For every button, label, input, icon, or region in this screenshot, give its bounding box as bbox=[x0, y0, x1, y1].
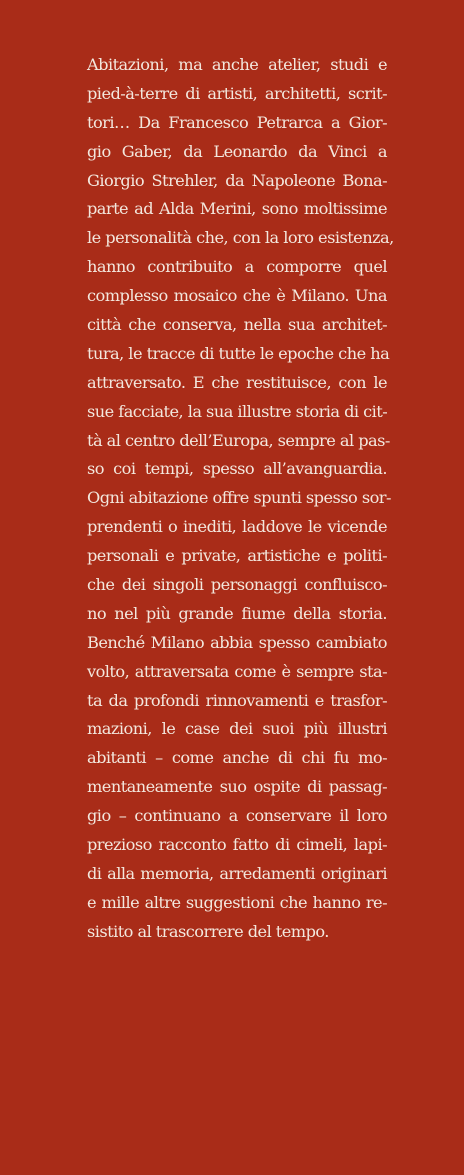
blurb-line: mentaneamente suo ospite di passag- bbox=[87, 777, 387, 797]
blurb-line: abitanti – come anche di chi fu mo- bbox=[87, 748, 387, 768]
blurb-line: so coi tempi, spesso all’avanguardia. bbox=[87, 459, 387, 479]
blurb-line: sistito al trascorrere del tempo. bbox=[87, 921, 329, 941]
blurb-line: attraversato. E che restituisce, con le bbox=[87, 372, 387, 392]
blurb-line: Benché Milano abbia spesso cambiato bbox=[87, 632, 387, 652]
blurb-line: di alla memoria, arredamenti originari bbox=[87, 863, 387, 883]
blurb-line: tori… Da Francesco Petrarca a Gior- bbox=[87, 112, 387, 132]
blurb-line: prendenti o inediti, laddove le vicende bbox=[87, 517, 387, 537]
blurb-line: prezioso racconto fatto di cimeli, lapi- bbox=[87, 835, 387, 855]
blurb-line: gio – continuano a conservare il loro bbox=[87, 806, 387, 826]
blurb-line: Ogni abitazione offre spunti spesso sor- bbox=[87, 488, 391, 508]
blurb-line: tura, le tracce di tutte le epoche che ha bbox=[87, 343, 390, 363]
blurb-line: personali e private, artistiche e politi- bbox=[87, 546, 387, 566]
blurb-line: ta da profondi rinnovamenti e trasfor- bbox=[87, 690, 387, 710]
blurb-line: no nel più grande fiume della storia. bbox=[87, 603, 387, 623]
blurb-line: che dei singoli personaggi confluisco- bbox=[87, 575, 387, 595]
blurb-line: città che conserva, nella sua architet- bbox=[87, 315, 387, 335]
blurb-line: tà al centro dell’Europa, sempre al pas- bbox=[87, 430, 390, 450]
blurb-line: hanno contribuito a comporre quel bbox=[87, 257, 387, 277]
blurb-line: Abitazioni, ma anche atelier, studi e bbox=[87, 55, 387, 74]
blurb-line: e mille altre suggestioni che hanno re- bbox=[87, 892, 387, 912]
blurb-text bbox=[87, 51, 394, 947]
blurb-line: sue facciate, la sua illustre storia di cit- bbox=[87, 401, 388, 421]
blurb-line: le personalità che, con la loro esistenza, bbox=[87, 228, 394, 248]
blurb-line: Giorgio Strehler, da Napoleone Bona- bbox=[87, 170, 387, 190]
blurb-line: parte ad Alda Merini, sono moltissime bbox=[87, 199, 387, 219]
blurb-line: pied-à-terre di artisti, architetti, scrit- bbox=[87, 83, 387, 103]
blurb-line: volto, attraversata come è sempre sta- bbox=[87, 661, 387, 681]
blurb-line: gio Gaber, da Leonardo da Vinci a bbox=[87, 141, 387, 161]
blurb-line: mazioni, le case dei suoi più illustri bbox=[87, 719, 387, 739]
blurb-line: complesso mosaico che è Milano. Una bbox=[87, 286, 387, 306]
